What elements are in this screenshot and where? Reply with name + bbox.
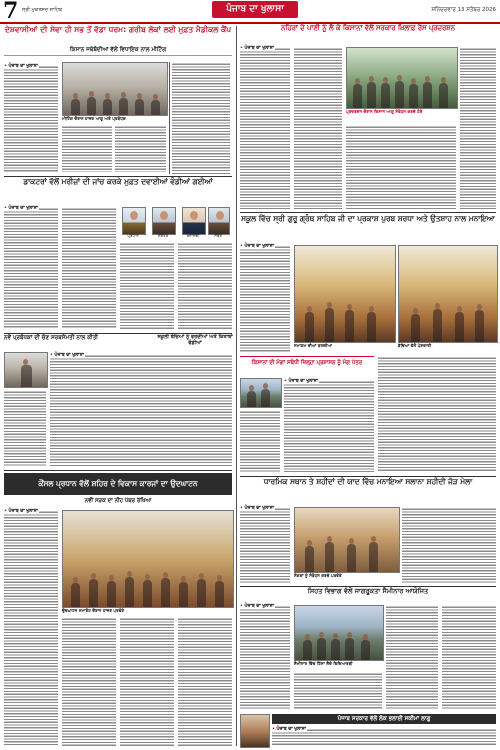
caption-mid-main-1: ਸਮਾਗਮ ਦੀਆਂ ਝਲਕੀਆਂ [294, 343, 333, 348]
dateline-right-mid: • ਪੰਜਾਬ ਦਾ ਖੁਲਾਸਾ [240, 506, 274, 511]
headline-mid-main: ਸਕੂਲ ਵਿੱਚ ਸ੍ਰੀ ਗੁਰੂ ਗ੍ਰੰਥ ਸਾਹਿਬ ਜੀ ਦਾ ਪ੍ਰਕਾਸ਼ ਪੁਰਬ ਸ਼ਰਧਾ ਅਤੇ ਉਤਸ਼ਾਹ ਨਾਲ ਮਨਾਇਆ [241, 214, 495, 223]
dateline-mid-inset: • ਪੰਜਾਬ ਦਾ ਖੁਲਾਸਾ [284, 379, 318, 384]
photo-left-mid [4, 352, 48, 388]
photo-left-bottom [62, 510, 234, 608]
headline-right-mid: ਧਾਰਮਿਕ ਸਥਾਨ ਤੇ ਸ਼ਹੀਦਾਂ ਦੀ ਯਾਦ ਵਿੱਚ ਮਨਾਇਆ ਸਲਾਨਾ ਸ਼ਹੀਦੀ ਜੋੜ ਮੇਲਾ [263, 477, 473, 486]
headline-left-bottom: ਨਵੀਂ ਸੜਕ ਦਾ ਨੀਂਹ ਪੱਥਰ ਰੱਖਿਆ [84, 498, 152, 504]
body-text-right-lower-2 [294, 672, 382, 710]
photo-top-right [346, 47, 458, 109]
body-text-left-top-4 [172, 62, 230, 174]
portrait-2 [152, 207, 176, 235]
body-text-left-bottom [4, 510, 58, 746]
section-rule [4, 470, 232, 471]
caption-left-top: ਮੀਟਿੰਗ ਦੌਰਾਨ ਹਾਜ਼ਰ ਆਗੂ ਅਤੇ ਪ੍ਰਬੰਧਕ [62, 116, 126, 121]
body-text-right-mid [240, 507, 290, 583]
body-text-mid-main [240, 245, 290, 353]
body-text-top-right-4 [460, 47, 496, 209]
dateline-left-mid: • ਪੰਜਾਬ ਦਾ ਖੁਲਾਸਾ [50, 353, 84, 358]
page-header [0, 0, 500, 24]
headline-top-right: ਨਹਿਰਾਂ ਦੇ ਪਾਣੀ ਨੂੰ ਲੈ ਕੇ ਕਿਸਾਨਾਂ ਵੱਲੋਂ ਸਰਕਾਰ ਖ਼ਿਲਾਫ਼ ਰੋਸ ਪ੍ਰਦਰਸ਼ਨ [281, 24, 455, 32]
body-text-left-mid-2 [4, 390, 46, 466]
body-text-left-question-4 [178, 242, 232, 329]
body-text-left-mid [50, 354, 232, 466]
body-text-top-right-2 [294, 47, 342, 209]
section-title: ਪੰਜਾਬ ਦਾ ਖੁਲਾਸਾ [212, 1, 298, 18]
dateline-footer: • ਪੰਜਾਬ ਦਾ ਖੁਲਾਸਾ [272, 727, 306, 732]
headline-mid-inset: ਕਿਸਾਨਾਂ ਦੀ ਮੰਗਾਂ ਸਬੰਧੀ ਜ਼ਿਲ੍ਹਾ ਪ੍ਰਸ਼ਾਸਨ ਨੂੰ ਮੰਗ ਪੱਤਰ [251, 360, 363, 366]
page-number: 7 [3, 0, 19, 24]
page-column-divider [236, 26, 237, 746]
photo-mid-main-2 [398, 245, 498, 343]
inset-top-bar [240, 356, 374, 357]
body-text-top-right [240, 47, 290, 209]
column-divider [169, 62, 170, 174]
dateline-right-lower: • ਪੰਜਾਬ ਦਾ ਖੁਲਾਸਾ [240, 604, 274, 609]
dateline-mid-main: • ਪੰਜਾਬ ਦਾ ਖੁਲਾਸਾ [240, 244, 274, 249]
body-text-left-question-3 [120, 242, 174, 329]
body-text-left-top-3 [115, 125, 166, 172]
portrait-4-label: ਮੈਂਬਰ [214, 233, 222, 238]
photo-right-lower [294, 605, 384, 661]
banner-left-bottom: ਕੌਂਸਲ ਪ੍ਰਧਾਨ ਵੱਲੋਂ ਸ਼ਹਿਰ ਦੇ ਵਿਕਾਸ ਕਾਰਜਾਂ ਦਾ ਉਦਘਾਟਨ [4, 473, 232, 495]
headline-footer: ਪੰਜਾਬ ਸਰਕਾਰ ਵੱਲੋਂ ਲੋਕ ਭਲਾਈ ਸਕੀਮਾਂ ਲਾਗੂ [272, 714, 496, 724]
caption-left-bottom: ਉਦਘਾਟਨ ਸਮਾਰੋਹ ਦੌਰਾਨ ਹਾਜ਼ਰ ਪਤਵੰਤੇ [62, 608, 125, 613]
paper-name: ਸ੍ਰੀ ਮੁਕਤਸਰ ਸਾਹਿਬ [22, 7, 63, 13]
body-text-right-mid-2 [402, 507, 496, 583]
headline-left-mid: ਨਵੇਂ ਪ੍ਰਬੰਧਕਾਂ ਦੀ ਚੋਣ ਸਰਬਸੰਮਤੀ ਨਾਲ ਕੀਤੀ [4, 335, 98, 341]
dateline-left-question: • ਪੰਜਾਬ ਦਾ ਖੁਲਾਸਾ [4, 206, 38, 211]
headline-left-top: ਦੇਸ਼ਵਾਸੀਆਂ ਦੀ ਸੇਵਾ ਹੀ ਸਭ ਤੋਂ ਵੱਡਾ ਧਰਮ: ਗਰੀਬ ਲੋਕਾਂ ਲਈ ਮੁਫ਼ਤ ਮੈਡੀਕਲ ਕੈਂਪ [4, 25, 232, 34]
portrait-1 [122, 207, 146, 235]
subhead-left-top: ਕਿਸਾਨ ਜਥੇਬੰਦੀਆਂ ਵੱਲੋਂ ਵਿਧਾਇਕ ਨਾਲ ਮੀਟਿੰਗ [4, 47, 232, 56]
body-text-left-question-2 [62, 207, 116, 329]
portrait-2-label: ਸਕੱਤਰ [157, 233, 169, 238]
portrait-4 [208, 207, 230, 235]
body-text-top-right-3 [346, 125, 456, 209]
headline-mid-small: ਸਕੂਲੀ ਬੱਚਿਆਂ ਨੂੰ ਵਰਦੀਆਂ ਅਤੇ ਕਿਤਾਬਾਂ ਵੰਡੀਆਂ [157, 334, 233, 346]
caption-right-lower: ਸੈਮੀਨਾਰ ਵਿੱਚ ਹਿੱਸਾ ਲੈਂਦੇ ਵਿਦਿਆਰਥੀ [294, 661, 353, 666]
photo-footer [240, 714, 270, 748]
caption-right-mid: ਸੰਗਤਾਂ ਨੂੰ ਸੰਬੋਧਨ ਕਰਦੇ ਪਤਵੰਤੇ [294, 573, 342, 578]
body-text-left-bottom-3 [120, 617, 174, 746]
section-rule [240, 212, 496, 213]
body-text-right-lower-3 [386, 605, 438, 710]
caption-top-right: ਪ੍ਰਦਰਸ਼ਨ ਦੌਰਾਨ ਕਿਸਾਨ ਆਗੂ ਸੰਬੋਧਨ ਕਰਦੇ ਹੋਏ [346, 109, 423, 114]
dateline-top-right: • ਪੰਜਾਬ ਦਾ ਖੁਲਾਸਾ [240, 46, 274, 51]
body-text-right-lower [240, 605, 290, 710]
headline-right-lower: ਸਿਹਤ ਵਿਭਾਗ ਵੱਲੋਂ ਜਾਗਰੂਕਤਾ ਸੈਮੀਨਾਰ ਆਯੋਜਿਤ [307, 587, 429, 595]
body-text-left-bottom-4 [178, 617, 232, 746]
headline-left-question: ਡਾਕਟਰਾਂ ਵੱਲੋਂ ਮਰੀਜ਼ਾਂ ਦੀ ਜਾਂਚ ਕਰਕੇ ਮੁਫ਼ਤ ਦਵਾਈਆਂ ਵੰਡੀਆਂ ਗਈਆਂ [23, 177, 213, 186]
dateline-left-top: • ਪੰਜਾਬ ਦਾ ਖੁਲਾਸਾ [4, 64, 38, 69]
body-text-mid-main-2 [378, 356, 496, 472]
issue-date: ਸ਼ਨਿਚਰਵਾਰ 13 ਸਤੰਬਰ 2026 [431, 7, 496, 13]
photo-left-top [62, 62, 168, 116]
body-text-mid-inset [284, 380, 374, 472]
caption-mid-main-2: ਬੱਚਿਆਂ ਵੱਲੋਂ ਪੇਸ਼ਕਾਰੀ [398, 343, 432, 348]
portrait-1-label: ਪ੍ਰਧਾਨ [127, 233, 139, 238]
body-text-mid-inset-2 [240, 410, 280, 472]
portrait-3-label: ਖਜ਼ਾਨਚੀ [186, 233, 200, 238]
body-text-left-bottom-2 [62, 617, 116, 746]
body-text-right-lower-4 [442, 605, 496, 710]
dateline-left-bottom: • ਪੰਜਾਬ ਦਾ ਖੁਲਾਸਾ [4, 509, 38, 514]
photo-mid-main-1 [294, 245, 396, 343]
portrait-3 [182, 207, 206, 235]
body-text-left-top [4, 65, 58, 172]
body-text-left-question [4, 207, 58, 329]
photo-right-mid [294, 507, 400, 573]
body-text-left-top-2 [62, 125, 112, 172]
photo-mid-inset [240, 378, 282, 408]
